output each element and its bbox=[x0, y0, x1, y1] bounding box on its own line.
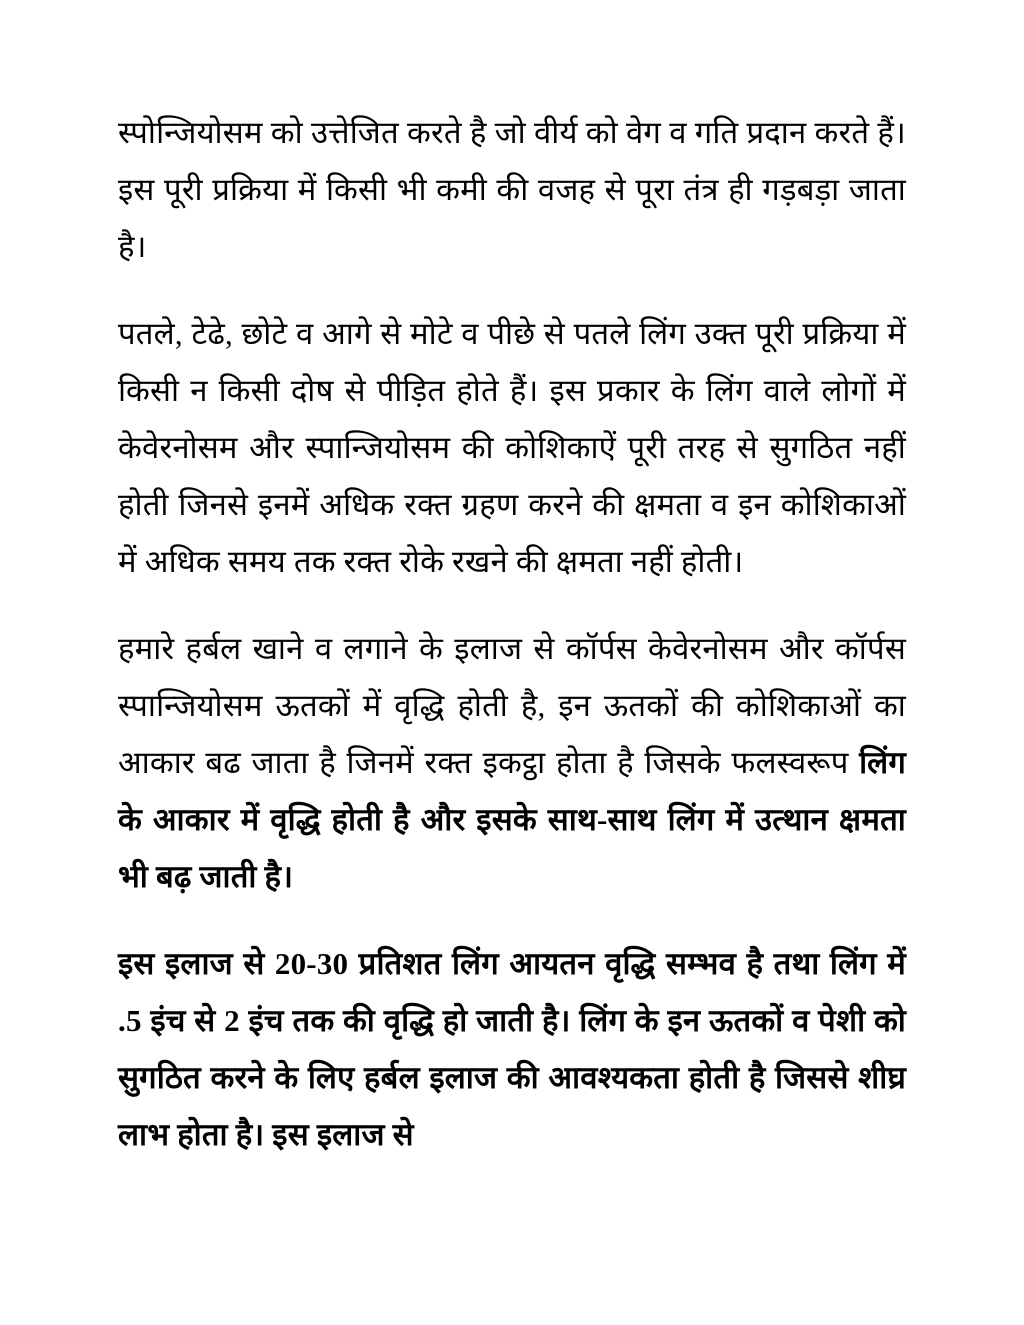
paragraph-3-text-regular: हमारे हर्बल खाने व लगाने के इलाज से कॉर्पस केवेरनोसम और कॉर्पस स्पान्जियोसम ऊतकों में वृद्धि होती है, इन ऊतकों की कोशिकाओं का आकार बढ जाता है जिनमें रक्त इकट्ठा होता है जिसके फलस्वरूप bbox=[118, 631, 906, 780]
paragraph-3 bbox=[118, 620, 906, 905]
paragraph-2 bbox=[118, 305, 906, 590]
paragraph-4 bbox=[118, 935, 906, 1163]
paragraph-2-text: पतले, टेढे, छोटे व आगे से मोटे व पीछे से पतले लिंग उक्त पूरी प्रक्रिया में किसी न किसी दोष से पीड़ित होते हैं। इस प्रकार के लिंग वाले लोगों में केवेरनोसम और स्पान्जियोसम की कोशिकाऐं पूरी तरह से सुगठित नहीं होती जिनसे इनमें अधिक रक्त ग्रहण करने की क्षमता व इन कोशिकाओं में अधिक समय तक रक्त रोके रखने की क्षमता नहीं होती। bbox=[118, 316, 906, 579]
paragraph-1-text: स्पोन्जियोसम को उत्तेजित करते है जो वीर्य को वेग व गति प्रदान करते हैं। इस पूरी प्रक्रिया में किसी भी कमी की वजह से पूरा तंत्र ही गड़बड़ा जाता है। bbox=[118, 115, 906, 264]
paragraph-3-text-bold: लिंग के आकार में वृद्धि होती है और इसके साथ-साथ लिंग में उत्थान क्षमता भी बढ़ जाती है। bbox=[118, 745, 906, 894]
paragraph-4-text: इस इलाज से 20-30 प्रतिशत लिंग आयतन वृद्धि सम्भव है तथा लिंग में .5 इंच से 2 इंच तक की वृद्धि हो जाती है। लिंग के इन ऊतकों व पेशी को सुगठित करने के लिए हर्बल इलाज की आवश्यकता होती है जिससे शीघ्र लाभ होता है। इस इलाज से bbox=[118, 946, 906, 1152]
paragraph-1 bbox=[118, 104, 906, 275]
